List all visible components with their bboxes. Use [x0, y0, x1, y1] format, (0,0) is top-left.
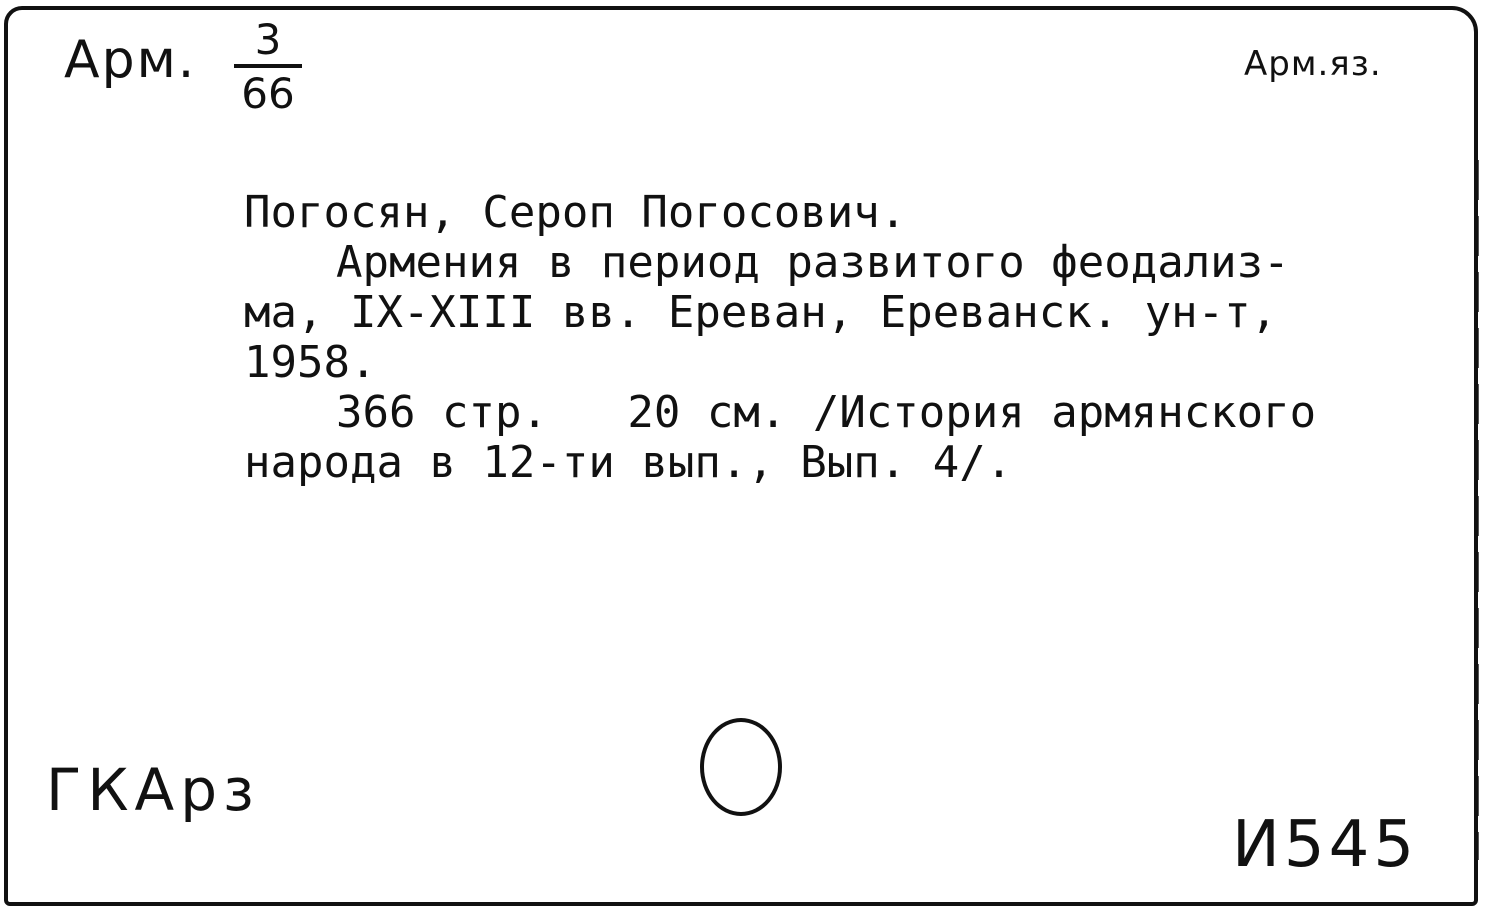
- fraction-bar: [234, 64, 302, 68]
- inventory-number: И545: [1232, 808, 1419, 882]
- title-line-2: ма, IX-XIII вв. Ереван, Ереванск. ун-т,: [244, 287, 1278, 338]
- shelf-mark-denominator: 66: [241, 69, 295, 118]
- author-line: Погосян, Сероп Погосович.: [244, 187, 907, 238]
- bibliographic-entry: [244, 188, 1464, 488]
- description-line-1: 366 стр. 20 см. /История армянского: [336, 387, 1317, 438]
- shelf-mark-numerator: 3: [254, 15, 282, 64]
- title-line-1: Армения в период развитого феодализ-: [336, 237, 1290, 288]
- shelf-mark-fraction: [226, 15, 310, 118]
- shelf-mark-prefix: Арм.: [64, 30, 197, 90]
- year-line: 1958.: [244, 337, 377, 388]
- language-note: Арм.яз.: [1244, 44, 1382, 84]
- library-code: ГКАрз: [46, 756, 260, 824]
- description-line-2: народа в 12-ти вып., Вып. 4/.: [244, 437, 1013, 488]
- card-edge-marks: [1476, 160, 1479, 860]
- card-punch-hole: [700, 718, 782, 816]
